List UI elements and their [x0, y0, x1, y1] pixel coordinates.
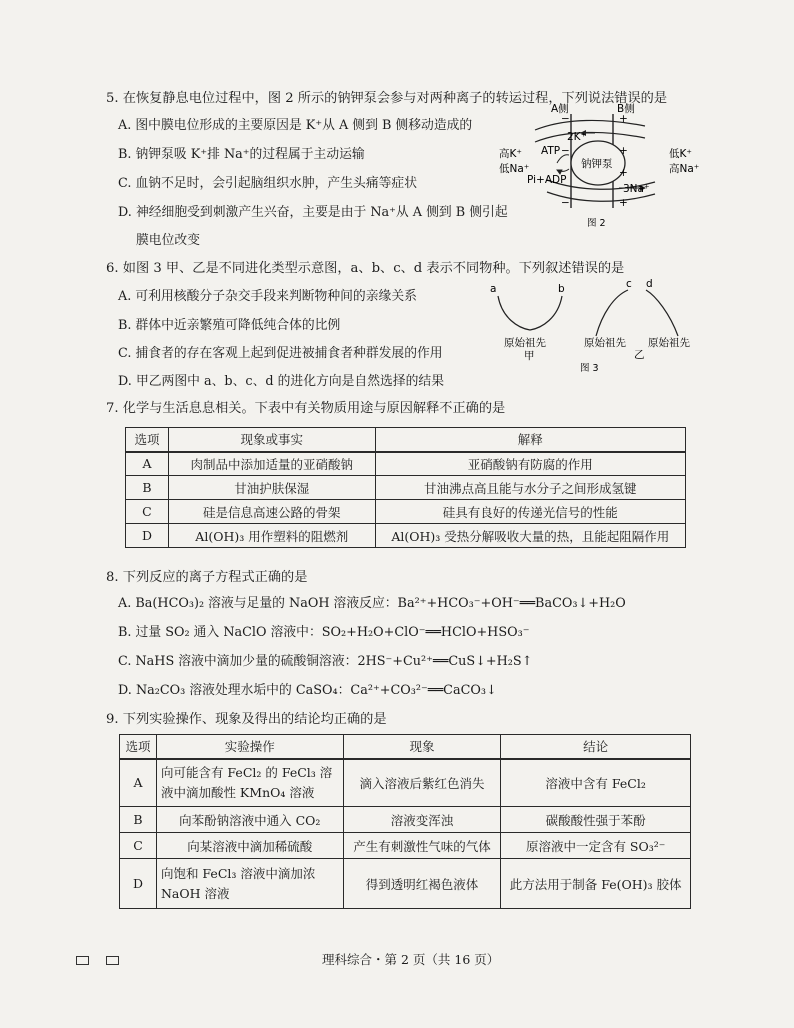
q9-cell-operation: 向饱和 FeCl₃ 溶液中滴加浓 NaOH 溶液	[156, 859, 343, 909]
figure-2-pump-diagram	[495, 100, 715, 230]
k-ion-label: 2K⁺	[567, 131, 587, 143]
page-footer: 理科综合・第 2 页（共 16 页）	[322, 952, 500, 967]
q5-option-d-continued: 膜电位改变	[136, 233, 200, 248]
ancestor-yi-left-label: 原始祖先	[584, 337, 626, 349]
q5-option-c: C. 血钠不足时，会引起脑组织水肿，产生头痛等症状	[118, 176, 418, 191]
yi-label: 乙	[634, 349, 645, 361]
q7-cell-fact: 肉制品中添加适量的亚硝酸钠	[168, 452, 375, 476]
q7-cell-option: D	[126, 524, 169, 548]
q8-option-c: C. NaHS 溶液中滴加少量的硫酸铜溶液：2HS⁻+Cu²⁺══CuS↓+H₂S↑	[118, 654, 533, 669]
adp-label: Pi+ADP	[527, 174, 567, 186]
q7-cell-option: B	[126, 476, 169, 500]
convergent-curve-right	[646, 290, 678, 336]
q9-table-header-row	[120, 735, 691, 759]
q7-table-header-row	[126, 428, 686, 452]
table-row	[126, 452, 686, 476]
q7-cell-explanation: 硅具有良好的传递光信号的性能	[375, 500, 685, 524]
q6-stem: 6. 如图 3 甲、乙是不同进化类型示意图，a、b、c、d 表示不同物种。下列叙述错误的是	[106, 261, 625, 276]
table-row	[120, 807, 691, 833]
q8-option-d: D. Na₂CO₃ 溶液处理水垢中的 CaSO₄：Ca²⁺+CO₃²⁻══CaCO₃↓	[118, 683, 497, 698]
q9-cell-phenomenon: 产生有刺激性气味的气体	[343, 833, 501, 859]
ancestor-jia-label: 原始祖先	[504, 337, 546, 349]
species-a-label: a	[490, 283, 497, 295]
ancestor-yi-right-label: 原始祖先	[648, 337, 690, 349]
q8-option-b: B. 过量 SO₂ 通入 NaClO 溶液中：SO₂+H₂O+ClO⁻══HClO+HSO₃⁻	[118, 625, 530, 640]
table-row	[120, 859, 691, 909]
q5-option-a: A. 图中膜电位形成的主要原因是 K⁺从 A 侧到 B 侧移动造成的	[118, 118, 473, 133]
plus-sign-b3: +	[619, 167, 628, 179]
q9-cell-option: A	[120, 759, 157, 807]
table-row	[120, 833, 691, 859]
q9-cell-operation: 向可能含有 FeCl₂ 的 FeCl₃ 溶液中滴加酸性 KMnO₄ 溶液	[156, 759, 343, 807]
table-row	[126, 500, 686, 524]
q7-table	[125, 427, 686, 548]
jia-label: 甲	[524, 350, 535, 362]
q5-stem: 5. 在恢复静息电位过程中，图 2 所示的钠钾泵会参与对两种离子的转运过程，下列说法错误的是	[106, 91, 668, 106]
q9-cell-option: C	[120, 833, 157, 859]
species-c-label: c	[626, 278, 632, 290]
pump-label: 钠钾泵	[581, 158, 613, 170]
q8-option-a: A. Ba(HCO₃)₂ 溶液与足量的 NaOH 溶液反应：Ba²⁺+HCO₃⁻+OH⁻══BaCO₃↓+H₂O	[118, 596, 626, 611]
q9-header-conclusion: 结论	[501, 735, 691, 759]
figure-3-evolution-diagram	[478, 278, 708, 373]
left-low-na-label: 低Na⁺	[499, 163, 530, 175]
plus-sign-b1: +	[619, 113, 628, 125]
q6-option-a: A. 可利用核酸分子杂交手段来判断物种间的亲缘关系	[118, 289, 417, 304]
table-row	[126, 476, 686, 500]
page-mark-box	[76, 956, 89, 965]
species-b-label: b	[558, 283, 565, 295]
side-a-label: A侧	[551, 103, 569, 115]
q9-cell-conclusion: 原溶液中一定含有 SO₃²⁻	[501, 833, 691, 859]
figure-2-caption: 图 2	[587, 218, 606, 229]
left-high-k-label: 高K⁺	[499, 148, 522, 160]
divergent-curve	[498, 296, 562, 330]
q7-header-option: 选项	[126, 428, 169, 452]
minus-sign-a2: −	[561, 145, 570, 157]
plus-sign-b2: +	[619, 145, 628, 157]
q7-cell-explanation: 亚硝酸钠有防腐的作用	[375, 452, 685, 476]
q9-cell-option: D	[120, 859, 157, 909]
table-row	[126, 524, 686, 548]
species-d-label: d	[646, 278, 653, 290]
q8-stem: 8. 下列反应的离子方程式正确的是	[106, 570, 308, 585]
q7-cell-option: A	[126, 452, 169, 476]
right-low-k-label: 低K⁺	[669, 148, 692, 160]
q9-stem: 9. 下列实验操作、现象及得出的结论均正确的是	[106, 712, 387, 727]
q7-cell-fact: 甘油护肤保湿	[168, 476, 375, 500]
q9-cell-phenomenon: 溶液变浑浊	[343, 807, 501, 833]
page-mark-box	[106, 956, 119, 965]
convergent-curve-left	[596, 290, 628, 336]
footer-page-marks	[76, 954, 136, 969]
table-row	[120, 759, 691, 807]
q9-table	[119, 734, 691, 909]
plus-sign-b4: +	[619, 197, 628, 209]
q9-cell-operation: 向苯酚钠溶液中通入 CO₂	[156, 807, 343, 833]
q7-stem: 7. 化学与生活息息相关。下表中有关物质用途与原因解释不正确的是	[106, 401, 506, 416]
q9-cell-conclusion: 碳酸酸性强于苯酚	[501, 807, 691, 833]
q7-cell-explanation: 甘油沸点高且能与水分子之间形成氢键	[375, 476, 685, 500]
figure-3-caption: 图 3	[580, 363, 599, 373]
q9-header-operation: 实验操作	[156, 735, 343, 759]
q7-cell-explanation: Al(OH)₃ 受热分解吸收大量的热，且能起阻隔作用	[375, 524, 685, 548]
atp-label: ATP	[541, 145, 561, 157]
q9-cell-operation: 向某溶液中滴加稀硫酸	[156, 833, 343, 859]
q9-cell-option: B	[120, 807, 157, 833]
q6-option-c: C. 捕食者的存在客观上起到促进被捕食者种群发展的作用	[118, 346, 443, 361]
q7-cell-fact: Al(OH)₃ 用作塑料的阻燃剂	[168, 524, 375, 548]
minus-sign-a1: −	[561, 113, 570, 125]
q6-option-d: D. 甲乙两图中 a、b、c、d 的进化方向是自然选择的结果	[118, 374, 444, 389]
side-b-label: B侧	[617, 103, 635, 115]
q7-cell-fact: 硅是信息高速公路的骨架	[168, 500, 375, 524]
q5-option-d: D. 神经细胞受到刺激产生兴奋，主要是由于 Na⁺从 A 侧到 B 侧引起	[118, 205, 508, 220]
minus-sign-a3: −	[561, 197, 570, 209]
q9-header-option: 选项	[120, 735, 157, 759]
q9-cell-conclusion: 此方法用于制备 Fe(OH)₃ 胶体	[501, 859, 691, 909]
right-high-na-label: 高Na⁺	[669, 163, 700, 175]
q7-header-fact: 现象或事实	[168, 428, 375, 452]
q7-header-explanation: 解释	[375, 428, 685, 452]
q7-cell-option: C	[126, 500, 169, 524]
q6-option-b: B. 群体中近亲繁殖可降低纯合体的比例	[118, 318, 341, 333]
na-ion-label: 3Na⁺	[623, 183, 650, 195]
q5-option-b: B. 钠钾泵吸 K⁺排 Na⁺的过程属于主动运输	[118, 147, 365, 162]
q9-header-phenomenon: 现象	[343, 735, 501, 759]
q9-cell-conclusion: 溶液中含有 FeCl₂	[501, 759, 691, 807]
q9-cell-phenomenon: 得到透明红褐色液体	[343, 859, 501, 909]
q9-cell-phenomenon: 滴入溶液后紫红色消失	[343, 759, 501, 807]
